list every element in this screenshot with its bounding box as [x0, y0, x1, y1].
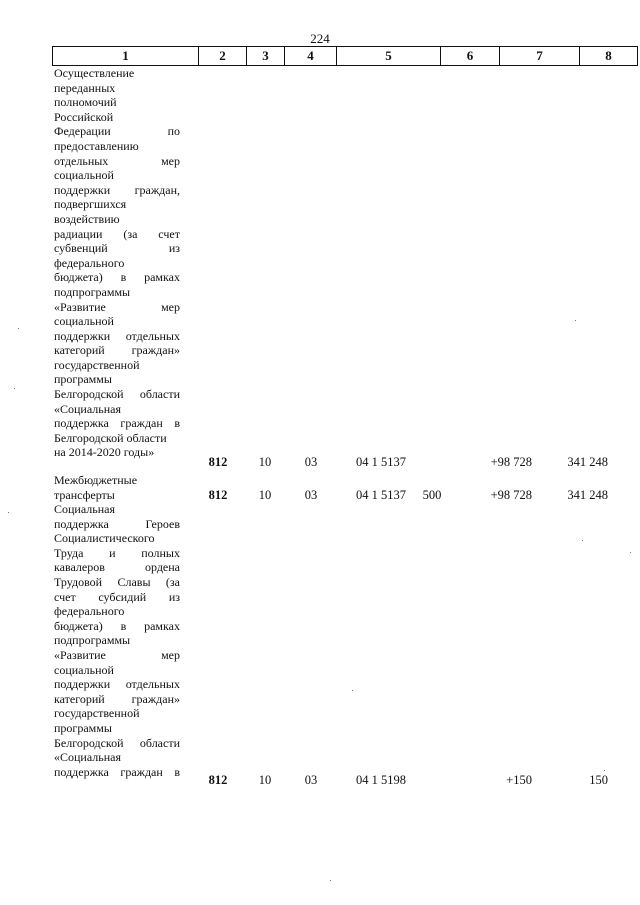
header-col-4: 4 — [285, 47, 337, 65]
cell-grbs: 812 — [208, 488, 228, 502]
description-line: предоставлению — [54, 138, 139, 153]
header-col-6: 6 — [441, 47, 500, 65]
cell-total: 341 248 — [567, 455, 608, 469]
cell-total: 150 — [589, 773, 608, 787]
cell-target-article: 04 1 5137 — [356, 455, 406, 469]
description-line: Социалистического — [54, 531, 155, 546]
cell-change: +98 728 — [490, 488, 532, 502]
description-line: подпрограммы — [54, 633, 131, 648]
page-number: 224 — [310, 31, 330, 46]
description-line: поддержки отдельных — [54, 677, 180, 692]
description-line: на 2014-2020 годы» — [54, 445, 155, 460]
header-col-3: 3 — [247, 47, 285, 65]
description-line: счет субсидий из — [54, 589, 180, 604]
cell-subsection: 03 — [304, 488, 318, 502]
description-line: бюджета) в рамках — [54, 270, 180, 285]
description-line: категорий граждан» — [54, 691, 180, 706]
description-line: государственной — [54, 357, 140, 372]
cell-section: 10 — [258, 773, 272, 787]
description-line: переданных — [54, 80, 116, 95]
header-col-7: 7 — [500, 47, 580, 65]
description-line: федерального — [54, 604, 125, 619]
description-line: поддержка граждан в — [54, 764, 180, 779]
cell-expense-type: 500 — [422, 488, 442, 502]
cell-grbs: 812 — [208, 455, 228, 469]
cell-subsection: 03 — [304, 455, 318, 469]
description-line: «Развитие мер — [54, 299, 180, 314]
description-line: Осуществление — [54, 66, 135, 80]
scan-speck — [8, 512, 9, 513]
description-line: программы — [54, 720, 112, 735]
description-line: Межбюджетные — [54, 473, 138, 487]
row-description — [54, 66, 180, 460]
description-line: трансферты — [54, 487, 115, 502]
row-description — [54, 502, 180, 779]
description-line: поддержка граждан в — [54, 416, 180, 431]
description-line: программы — [54, 372, 112, 387]
description-line: категорий граждан» — [54, 343, 180, 358]
description-line: федерального — [54, 255, 125, 270]
description-line: социальной — [54, 314, 114, 329]
description-line: Труда и полных — [54, 545, 180, 560]
description-line: социальной — [54, 662, 114, 677]
description-line: полномочий — [54, 95, 117, 110]
header-col-5: 5 — [337, 47, 441, 65]
description-line: бюджета) в рамках — [54, 618, 180, 633]
header-col-1: 1 — [53, 47, 199, 65]
description-line: поддержки отдельных — [54, 328, 180, 343]
row-description — [54, 473, 180, 502]
scan-speck — [575, 320, 576, 321]
cell-change: +150 — [506, 773, 532, 787]
cell-subsection: 03 — [304, 773, 318, 787]
description-line: поддержки граждан, — [54, 182, 180, 197]
description-line: Федерации по — [54, 124, 180, 139]
scan-speck — [604, 770, 605, 771]
description-line: радиации (за счет — [54, 226, 180, 241]
cell-grbs: 812 — [208, 773, 228, 787]
cell-target-article: 04 1 5198 — [356, 773, 406, 787]
cell-total: 341 248 — [567, 488, 608, 502]
description-line: субвенций из — [54, 241, 180, 256]
description-line: Белгородской области — [54, 735, 180, 750]
description-line: Социальная — [54, 502, 116, 516]
description-line: воздействию — [54, 211, 120, 226]
scan-speck — [18, 328, 19, 329]
description-line: подвергшихся — [54, 197, 127, 212]
description-line: Трудовой Славы (за — [54, 574, 180, 589]
header-col-8: 8 — [605, 48, 612, 63]
cell-section: 10 — [258, 488, 272, 502]
description-line: «Социальная — [54, 750, 122, 765]
description-line: «Развитие мер — [54, 647, 180, 662]
description-line: кавалеров ордена — [54, 560, 180, 575]
scan-speck — [330, 880, 331, 881]
description-line: поддержка Героев — [54, 516, 180, 531]
description-line: государственной — [54, 706, 140, 721]
scan-speck — [14, 388, 15, 389]
cell-section: 10 — [258, 455, 272, 469]
description-line: отдельных мер — [54, 153, 180, 168]
scan-speck — [582, 540, 583, 541]
description-line: социальной — [54, 168, 114, 183]
cell-change: +98 728 — [490, 455, 532, 469]
header-col-2: 2 — [199, 47, 247, 65]
scan-speck — [630, 552, 631, 553]
scan-speck — [352, 690, 353, 691]
description-line: Белгородской области — [54, 387, 180, 402]
table-header-row — [52, 46, 638, 66]
description-line: «Социальная — [54, 401, 122, 416]
description-line: подпрограммы — [54, 284, 131, 299]
description-line: Белгородской области — [54, 430, 167, 445]
description-line: Российской — [54, 109, 114, 124]
cell-target-article: 04 1 5137 — [356, 488, 406, 502]
